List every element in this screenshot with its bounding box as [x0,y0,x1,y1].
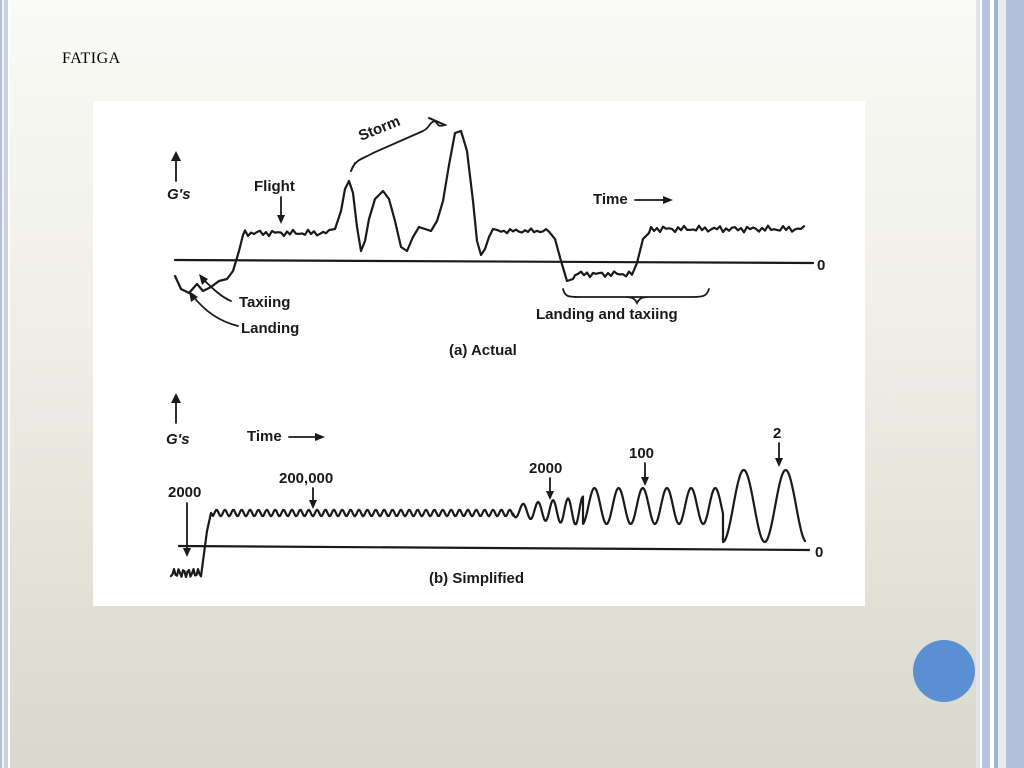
flight-arrowhead [277,215,285,224]
taxiing-label: Taxiing [239,294,291,311]
landing-label: Landing [241,320,300,337]
caption-simplified: (b) Simplified [429,570,524,587]
load-trace-simplified [171,470,805,577]
slide-title: FATIGA [62,50,121,67]
g-axis-arrowhead-a [171,151,181,161]
cycle-label-100: 100 [629,445,655,462]
cycle-label-2000-start: 2000 [168,484,202,501]
load-trace-actual [175,131,804,293]
left-border-decoration [0,0,10,768]
zero-label-a: 0 [817,257,826,274]
panel-simplified [166,393,823,587]
cycle-arrowhead-2 [775,458,783,467]
landing-taxiing-bracket [563,289,709,303]
fatigue-load-diagram [93,101,865,606]
g-axis-label-a: G's [167,186,191,203]
cycle-arrowhead-2000 [546,491,554,500]
cycle-arrowhead-100 [641,477,649,486]
time-arrowhead-a [663,196,673,204]
g-axis-arrowhead-b [171,393,181,403]
cycle-arrowhead-2000-start [183,548,191,557]
storm-label: Storm [356,112,403,145]
g-axis-label-b: G's [166,431,190,448]
panel-actual [167,113,825,359]
caption-actual: (a) Actual [449,342,517,359]
time-arrowhead-b [315,433,325,441]
cycle-arrowhead-200000 [309,500,317,509]
time-label-a: Time [593,191,628,208]
landing-and-taxiing-label: Landing and taxiing [536,306,678,323]
right-border-decoration [976,0,1024,768]
cycle-label-2: 2 [773,425,782,442]
slide-nav-dot[interactable] [913,640,975,702]
zero-baseline-b [179,546,809,550]
zero-baseline-a [175,260,813,263]
cycle-label-200000: 200,000 [279,470,334,487]
time-label-b: Time [247,428,282,445]
flight-label: Flight [254,178,295,195]
zero-label-b: 0 [815,544,824,561]
fatigue-load-figure [93,101,865,606]
cycle-label-2000: 2000 [529,460,563,477]
